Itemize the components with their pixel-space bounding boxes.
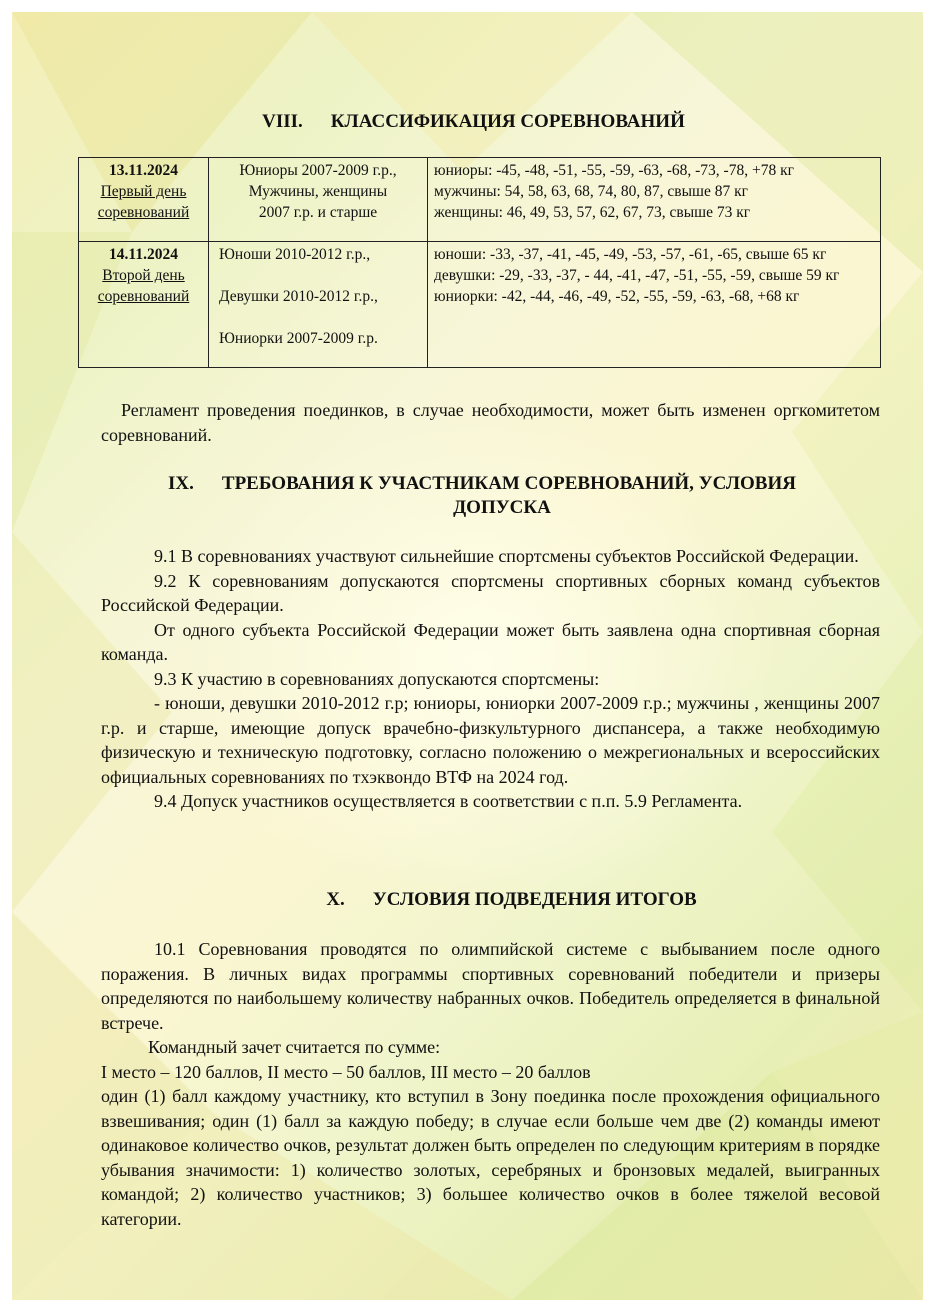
team-rule: От одного субъекта Российской Федерации может быть заявлена одна спортивная сборная команда. [101, 619, 880, 664]
section-9-body [101, 544, 880, 814]
eligibility-list: - юноши, девушки 2010-2012 г.р; юниоры, юниорки 2007-2009 г.р.; мужчины , женщины 2007 г.р. и старше, имеющие допуск врачебно-физкультурного диспансера, а также необходимую физическую и техническую подготовку, согласно положению о межрегиональных и всероссийских официальных соревнованиях по тхэквондо ВТФ на 2024 год. [101, 693, 880, 787]
weight-category: девушки: -29, -33, -37, - 44, -41, -47, -51, -55, -59, свыше 59 кг [434, 267, 840, 284]
weight-categories-cell [428, 158, 881, 242]
section-9-number: IX. [168, 473, 194, 494]
table-row [79, 242, 881, 368]
clause-9-4: 9.4 Допуск участников осуществляется в соответствии с п.п. 5.9 Регламента. [154, 791, 743, 811]
section-10-body [101, 937, 880, 1231]
section-9-heading [112, 472, 852, 520]
classification-table [78, 157, 881, 368]
competition-day-label: Второй день [102, 267, 185, 284]
section-8-title: КЛАССИФИКАЦИЯ СОРЕВНОВАНИЙ [330, 111, 685, 132]
weight-categories-cell [428, 242, 881, 368]
date-cell [79, 158, 209, 242]
weight-category: мужчины: 54, 58, 63, 68, 74, 80, 87, свыше 87 кг [434, 183, 748, 200]
team-score-intro: Командный зачет считается по сумме: [148, 1037, 441, 1057]
age-group: Юноши 2010-2012 г.р., [219, 246, 371, 263]
date-cell [79, 242, 209, 368]
clause-9-2: 9.2 К соревнованиям допускаются спортсмены спортивных сборных команд субъектов Российской Федерации. [101, 570, 880, 615]
weight-category: юниоры: -45, -48, -51, -55, -59, -63, -68, -73, -78, +78 кг [434, 162, 794, 179]
weight-category: юниорки: -42, -44, -46, -49, -52, -55, -59, -63, -68, +68 кг [434, 288, 800, 305]
section-9-title-text: ТРЕБОВАНИЯ К УЧАСТНИКАМ СОРЕВНОВАНИЙ, УСЛОВИЯ [221, 473, 796, 494]
section-9-title-line2: ДОПУСКА [453, 497, 551, 518]
age-group: Юниоры 2007-2009 г.р., [239, 162, 397, 179]
reglament-note [101, 398, 880, 447]
section-9-title-line1 [112, 472, 852, 496]
weight-category: женщины: 46, 49, 53, 57, 62, 67, 73, свыше 73 кг [434, 204, 751, 221]
reglament-note-text: Регламент проведения поединков, в случае необходимости, может быть изменен оргкомитетом соревнований. [101, 400, 880, 445]
section-8-number: VIII. [262, 111, 303, 132]
weight-category: юноши: -33, -37, -41, -45, -49, -53, -57, -61, -65, свыше 65 кг [434, 246, 827, 263]
competition-day-label: соревнований [97, 204, 190, 221]
age-group: Девушки 2010-2012 г.р., [219, 288, 378, 305]
section-10-title: УСЛОВИЯ ПОДВЕДЕНИЯ ИТОГОВ [372, 889, 697, 910]
section-10-heading [12, 888, 923, 912]
competition-date: 13.11.2024 [109, 162, 178, 179]
section-8-heading [12, 110, 923, 134]
table-row [79, 158, 881, 242]
section-10-number: X. [326, 889, 345, 910]
team-score-rules: один (1) балл каждому участнику, кто вступил в Зону поединка после прохождения официального взвешивания; один (1) балл за каждую победу; в случае если больше чем две (2) команды имеют одинаковое количество очков, результат должен быть определен по следующим критериям в порядке убывания значимости: 1) количество золотых, серебряных и бронзовых медалей, выигранных командой; 2) количество участников; 3) большее количество очков в более тяжелой весовой категории. [101, 1086, 880, 1229]
age-group: 2007 г.р. и старше [258, 204, 378, 221]
age-groups-cell [209, 158, 428, 242]
document-page [12, 12, 923, 1300]
clause-9-3: 9.3 К участию в соревнованиях допускаются спортсмены: [154, 668, 600, 689]
clause-10-1: 10.1 Соревнования проводятся по олимпийской системе с выбыванием после одного поражения. В личных видах программы спортивных соревнований победители и призеры определяются по наибольшему количеству набранных очков. Победитель определяется в финальной встрече. [101, 939, 880, 1033]
age-group: Мужчины, женщины [248, 183, 388, 200]
competition-day-label: Первый день [100, 183, 187, 200]
clause-9-1: 9.1 В соревнованиях участвуют сильнейшие спортсмены субъектов Российской Федерации. [154, 546, 859, 566]
team-score-places: I место – 120 баллов, II место – 50 баллов, III место – 20 баллов [101, 1061, 591, 1082]
competition-date: 14.11.2024 [109, 246, 178, 263]
age-groups-cell [209, 242, 428, 368]
age-group: Юниорки 2007-2009 г.р. [219, 330, 378, 347]
competition-day-label: соревнований [97, 288, 190, 305]
